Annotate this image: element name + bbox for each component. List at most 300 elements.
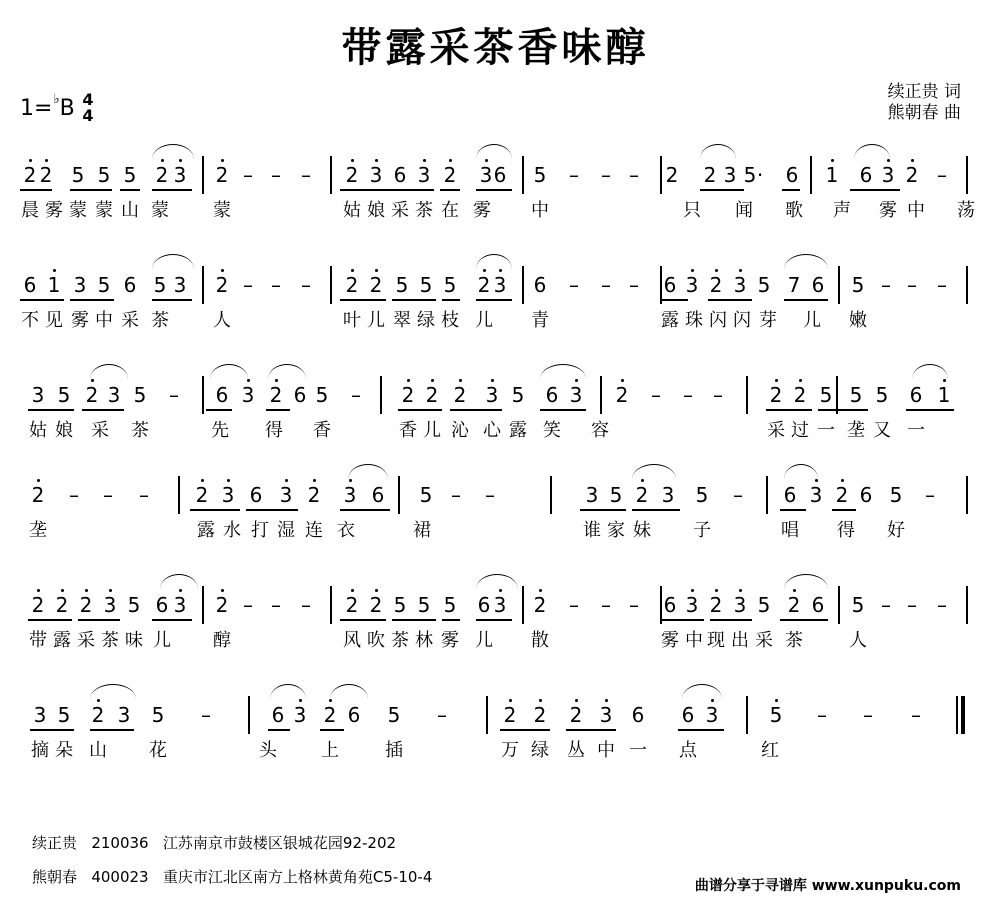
note: 2: [306, 484, 322, 506]
note: 6: [631, 703, 645, 727]
note: 2: [792, 384, 808, 406]
note: 2: [634, 484, 650, 506]
octave-dot: [227, 479, 230, 482]
note: 5: [57, 383, 71, 407]
lyric-char: 连: [305, 520, 323, 541]
lyric-char: 歌: [785, 200, 803, 221]
beam-underline: [450, 409, 502, 411]
note: 2: [708, 274, 724, 296]
note: 2: [54, 594, 70, 616]
note: 3: [484, 384, 500, 406]
dash-note: –: [243, 593, 253, 617]
lyric-char: 儿: [803, 310, 821, 331]
beam-underline: [766, 409, 812, 411]
dash-note: –: [601, 273, 611, 297]
octave-dot: [499, 589, 502, 592]
score-row: [0, 152, 991, 232]
beam-underline: [320, 729, 344, 731]
note: 2: [400, 384, 416, 406]
beam-underline: [70, 299, 114, 301]
note: 3: [368, 164, 384, 186]
octave-dot: [691, 269, 694, 272]
note: 2: [768, 384, 784, 406]
lyric-char: 心: [483, 420, 501, 441]
lyric-char: 香: [399, 420, 417, 441]
note: 2: [368, 594, 384, 616]
beam-underline: [442, 619, 460, 621]
key-signature: [20, 92, 75, 121]
lyric-char: 得: [265, 420, 283, 441]
note: 2: [368, 274, 384, 296]
footer-contact-1: [32, 834, 396, 852]
lyric-char: 茶: [391, 630, 409, 651]
beam-underline: [206, 409, 232, 411]
note: 6: [859, 483, 873, 507]
octave-dot: [45, 159, 48, 162]
lyrics-line: [0, 420, 991, 446]
octave-dot: [485, 159, 488, 162]
dash-note: –: [271, 273, 281, 297]
note: 2: [214, 164, 230, 186]
slur: [476, 254, 512, 269]
slur: [784, 254, 828, 269]
dash-note: –: [629, 163, 639, 187]
lyric-char: 蒙: [69, 200, 87, 221]
note: 6: [347, 703, 361, 727]
note: 6: [23, 273, 37, 297]
dash-note: –: [881, 273, 891, 297]
lyric-char: 儿: [367, 310, 385, 331]
octave-dot: [85, 589, 88, 592]
lyric-char: 唱: [781, 520, 799, 541]
beam-underline: [906, 409, 954, 411]
octave-dot: [539, 699, 542, 702]
lyric-char: 露: [53, 630, 71, 651]
note: 6: [909, 383, 923, 407]
bar-line: [202, 586, 204, 624]
note: 5: [97, 273, 111, 297]
note: 5: [875, 383, 889, 407]
note: 3: [808, 484, 824, 506]
octave-dot: [313, 479, 316, 482]
bar-line: [202, 376, 204, 414]
note: 5: [393, 593, 407, 617]
bar-line: [810, 156, 812, 194]
beam-underline: [660, 619, 704, 621]
beam-underline: [340, 299, 386, 301]
octave-dot: [739, 589, 742, 592]
note: 1: [936, 384, 952, 406]
lyric-char: 翠: [393, 310, 411, 331]
note: 5: [695, 483, 709, 507]
note: 5: [851, 593, 865, 617]
note: 5: [153, 273, 167, 297]
octave-dot: [179, 589, 182, 592]
lyric-char: 露: [197, 520, 215, 541]
beam-underline: [780, 619, 828, 621]
beam-underline: [266, 409, 290, 411]
bar-line: [398, 476, 400, 514]
note: 3: [73, 273, 87, 297]
lyric-char: 采: [391, 200, 409, 221]
lyric-char: 一: [907, 420, 925, 441]
note: 2: [614, 384, 630, 406]
note: 2: [532, 594, 548, 616]
octave-dot: [499, 269, 502, 272]
dash-note: –: [601, 593, 611, 617]
bar-line: [746, 376, 748, 414]
bar-line: [522, 156, 524, 194]
lyric-char: 垄: [847, 420, 865, 441]
beam-underline: [580, 509, 626, 511]
octave-dot: [491, 379, 494, 382]
octave-dot: [407, 379, 410, 382]
dash-note: –: [863, 703, 873, 727]
note: 3: [292, 704, 308, 726]
dash-note: –: [271, 593, 281, 617]
dash-note: –: [139, 483, 149, 507]
note: 2: [154, 164, 170, 186]
bar-line: [966, 476, 968, 514]
lyric-char: 中: [597, 740, 615, 761]
footer-contact-2: [32, 868, 432, 886]
site-credit: 曲谱分享于寻谱库 www.xunpuku.com: [694, 878, 961, 894]
lyric-char: 上: [321, 740, 339, 761]
dash-note: –: [169, 383, 179, 407]
beam-underline: [120, 189, 140, 191]
note: 3: [585, 483, 599, 507]
beam-underline: [20, 299, 64, 301]
lyric-char: 味: [125, 630, 143, 651]
lyrics-line: [0, 520, 991, 546]
lyrics-line: [0, 200, 991, 226]
lyric-char: 山: [89, 740, 107, 761]
note: 6: [663, 593, 677, 617]
octave-dot: [53, 269, 56, 272]
beam-underline: [476, 299, 512, 301]
dash-note: –: [201, 703, 211, 727]
bar-line: [202, 266, 204, 304]
note: 5: [315, 383, 329, 407]
beam-underline: [442, 299, 460, 301]
octave-dot: [275, 379, 278, 382]
beam-underline: [784, 299, 828, 301]
lyric-char: 雾: [879, 200, 897, 221]
note: 6: [123, 273, 137, 297]
lyric-char: 茶: [131, 420, 149, 441]
bar-line: [838, 586, 840, 624]
note: 6: [533, 273, 547, 297]
note: 2: [30, 484, 46, 506]
beam-underline: [818, 409, 868, 411]
bar-line: [486, 696, 488, 734]
final-bar-line: [961, 696, 965, 734]
slur: [160, 574, 198, 589]
octave-dot: [299, 699, 302, 702]
lyric-char: 先: [211, 420, 229, 441]
footer-address: 重庆市江北区南方上格林黄角苑C5-10-4: [162, 868, 433, 886]
note: 2: [786, 594, 802, 616]
octave-dot: [61, 589, 64, 592]
octave-dot: [201, 479, 204, 482]
slur: [784, 574, 828, 589]
note: 3: [723, 163, 737, 187]
bar-line: [966, 156, 968, 194]
note: 2: [568, 704, 584, 726]
beam-underline: [832, 509, 856, 511]
dash-note: –: [937, 593, 947, 617]
beam-underline: [20, 189, 52, 191]
note: ·: [756, 163, 764, 187]
bar-line: [766, 476, 768, 514]
octave-dot: [575, 379, 578, 382]
octave-dot: [285, 479, 288, 482]
lyric-char: 摘: [31, 740, 49, 761]
note: 5: [889, 483, 903, 507]
octave-dot: [221, 589, 224, 592]
octave-dot: [739, 269, 742, 272]
note: 3: [172, 164, 188, 186]
note: 3: [492, 274, 508, 296]
time-signature-bottom: 4: [82, 106, 94, 125]
note: 3: [661, 483, 675, 507]
lyricist-credit: 续正贵 词: [887, 82, 961, 102]
octave-dot: [711, 699, 714, 702]
octave-dot: [351, 159, 354, 162]
note: 2: [268, 384, 284, 406]
note: 5: [819, 383, 833, 407]
note: 2: [708, 594, 724, 616]
beam-underline: [90, 729, 134, 731]
lyric-char: 采: [121, 310, 139, 331]
lyric-char: 又: [873, 420, 891, 441]
dash-note: –: [881, 593, 891, 617]
lyric-char: 茶: [151, 310, 169, 331]
note: 6: [249, 483, 263, 507]
lyric-char: 湿: [277, 520, 295, 541]
notes-line: [0, 372, 991, 416]
octave-dot: [351, 269, 354, 272]
lyric-char: 娘: [55, 420, 73, 441]
beam-underline: [340, 189, 390, 191]
bar-line: [248, 696, 250, 734]
dash-note: –: [485, 483, 495, 507]
note: 2: [452, 384, 468, 406]
bar-line: [550, 476, 552, 514]
lyric-char: 采: [91, 420, 109, 441]
octave-dot: [509, 699, 512, 702]
beam-underline: [678, 729, 724, 731]
lyric-char: 青: [531, 310, 549, 331]
note: 6: [681, 703, 695, 727]
notes-line: [0, 472, 991, 516]
lyric-char: 珠: [685, 310, 703, 331]
lyric-char: 采: [767, 420, 785, 441]
lyric-char: 只: [683, 200, 701, 221]
lyric-char: 垄: [29, 520, 47, 541]
beam-underline: [540, 409, 586, 411]
lyric-char: 荡: [957, 200, 975, 221]
note: 5: [151, 703, 165, 727]
note: 6: [293, 383, 307, 407]
note: 6: [545, 383, 559, 407]
note: 3: [568, 384, 584, 406]
beam-underline: [340, 509, 390, 511]
note: 1: [46, 274, 62, 296]
note: 2: [424, 384, 440, 406]
lyric-char: 闻: [735, 200, 753, 221]
lyric-char: 娘: [367, 200, 385, 221]
note: 6: [393, 163, 407, 187]
lyric-char: 花: [149, 740, 167, 761]
bar-line: [660, 156, 662, 194]
slur: [210, 364, 248, 379]
note: 1: [824, 164, 840, 186]
beam-underline: [268, 729, 290, 731]
octave-dot: [775, 699, 778, 702]
notes-line: [0, 152, 991, 196]
bar-line: [956, 696, 958, 734]
lyric-char: 衣: [337, 520, 355, 541]
key-prefix: 1=: [20, 96, 53, 121]
octave-dot: [831, 159, 834, 162]
note: 2: [904, 164, 920, 186]
dash-note: –: [817, 703, 827, 727]
note: 2: [476, 274, 492, 296]
notes-line: [0, 692, 991, 736]
note: 5: [133, 383, 147, 407]
octave-dot: [29, 159, 32, 162]
lyric-char: 散: [531, 630, 549, 651]
lyric-char: 容: [591, 420, 609, 441]
octave-dot: [97, 699, 100, 702]
octave-dot: [605, 699, 608, 702]
bar-line: [330, 156, 332, 194]
lyric-char: 枝: [441, 310, 459, 331]
lyric-char: 沁: [451, 420, 469, 441]
lyric-char: 绿: [531, 740, 549, 761]
note: 5: [123, 163, 137, 187]
notes-line: [0, 262, 991, 306]
beam-underline: [566, 729, 616, 731]
octave-dot: [691, 589, 694, 592]
lyric-char: 风: [343, 630, 361, 651]
note: 5: [417, 593, 431, 617]
lyric-char: 茶: [415, 200, 433, 221]
note: 7: [787, 273, 801, 297]
note: 5: [511, 383, 525, 407]
octave-dot: [539, 589, 542, 592]
dash-note: –: [937, 273, 947, 297]
score-row: [0, 372, 991, 452]
octave-dot: [179, 159, 182, 162]
octave-dot: [161, 159, 164, 162]
octave-dot: [91, 379, 94, 382]
lyric-char: 裙: [413, 520, 431, 541]
dash-note: –: [351, 383, 361, 407]
note: 5: [757, 593, 771, 617]
slur: [632, 464, 676, 479]
lyrics-line: [0, 630, 991, 656]
beam-underline: [440, 189, 460, 191]
lyric-char: 儿: [153, 630, 171, 651]
lyric-char: 叶: [343, 310, 361, 331]
bar-line: [330, 266, 332, 304]
bar-line: [202, 156, 204, 194]
beam-underline: [82, 409, 124, 411]
lyric-char: 茶: [101, 630, 119, 651]
octave-dot: [221, 159, 224, 162]
note: 2: [442, 164, 458, 186]
lyric-char: 插: [385, 740, 403, 761]
octave-dot: [621, 379, 624, 382]
beam-underline: [30, 729, 74, 731]
beam-underline: [710, 619, 752, 621]
slur: [330, 684, 368, 699]
lyric-char: 蒙: [151, 200, 169, 221]
note: 3: [598, 704, 614, 726]
lyric-char: 带: [29, 630, 47, 651]
note: 2: [194, 484, 210, 506]
beam-underline: [500, 729, 550, 731]
note: 5: [127, 593, 141, 617]
octave-dot: [37, 479, 40, 482]
bar-line: [966, 586, 968, 624]
note: 2: [30, 594, 46, 616]
dash-note: –: [103, 483, 113, 507]
dash-note: –: [243, 163, 253, 187]
lyric-char: 林: [415, 630, 433, 651]
note: 3: [172, 594, 188, 616]
octave-dot: [329, 699, 332, 702]
beam-underline: [190, 509, 240, 511]
note: 6: [785, 163, 799, 187]
lyric-char: 雾: [45, 200, 63, 221]
octave-dot: [351, 589, 354, 592]
dash-note: –: [713, 383, 723, 407]
bar-line: [600, 376, 602, 414]
lyric-char: 茶: [785, 630, 803, 651]
lyric-char: 雾: [441, 630, 459, 651]
song-title: 带露采茶香味醇: [341, 24, 650, 71]
flat-sign: ♭: [53, 92, 60, 107]
note: 6: [477, 593, 491, 617]
note: 3: [240, 384, 256, 406]
lyric-char: 采: [77, 630, 95, 651]
note: 6: [811, 273, 825, 297]
beam-underline: [392, 299, 436, 301]
lyric-char: 儿: [475, 310, 493, 331]
note: 5: [443, 273, 457, 297]
lyric-char: 儿: [423, 420, 441, 441]
note: 3: [704, 704, 720, 726]
lyric-char: 妹: [633, 520, 651, 541]
note: 3: [492, 594, 508, 616]
octave-dot: [715, 269, 718, 272]
note: 6: [215, 383, 229, 407]
dash-note: –: [243, 273, 253, 297]
note: 2: [38, 164, 54, 186]
note: 6: [371, 483, 385, 507]
beam-underline: [708, 299, 752, 301]
beam-underline: [632, 509, 680, 511]
credits: [888, 82, 961, 124]
beam-underline: [70, 189, 112, 191]
dash-note: –: [907, 593, 917, 617]
lyric-char: 在: [441, 200, 459, 221]
lyric-char: 丛: [567, 740, 585, 761]
note: 3: [220, 484, 236, 506]
